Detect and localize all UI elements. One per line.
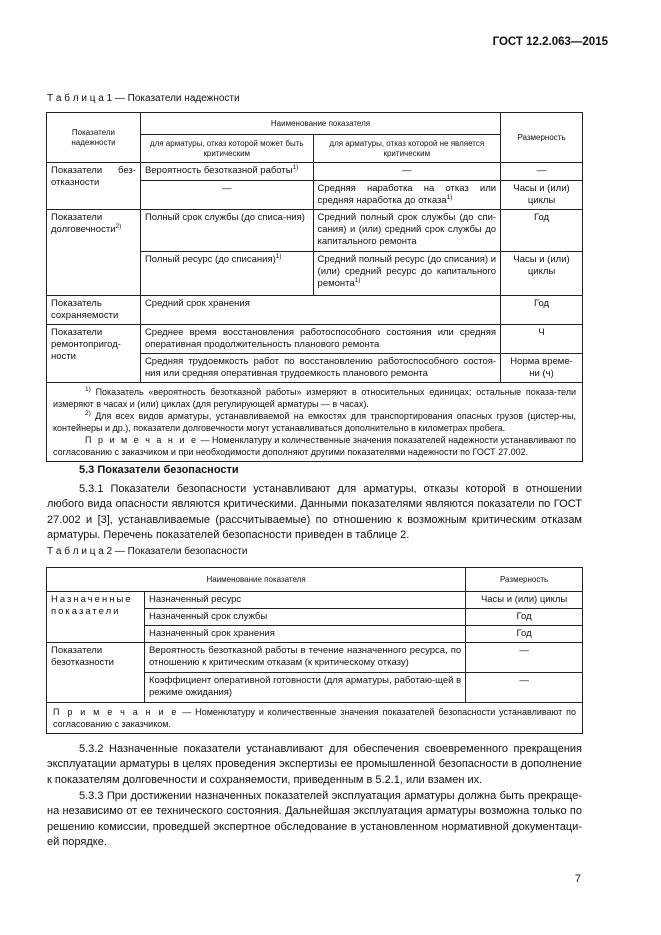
table-cell: Полный ресурс (до списания)$^{1)}$	[140, 252, 313, 296]
header-unit: Размерность	[501, 113, 583, 163]
table-cell: Назначенный срок хранения	[144, 626, 465, 643]
table-cell: —	[140, 181, 313, 210]
group-maintainability: Показатели ремонтопригод-ности	[47, 325, 141, 383]
header-name: Наименование показателя	[140, 113, 500, 135]
table-cell: Полный срок службы (до списа-ния)	[140, 210, 313, 252]
paragraph-5-3-2: 5.3.2 Назначенные показатели устанавливают для обеспечения своевременного прекращения эксплуатации арматуры в целях проведения экспертизы ее промышленной безопасности в дополнение к показателям долговечности и сохраняемости, приведенным в 5.2.1, или взамен их.	[47, 743, 582, 786]
table-cell: Норма време-ни (ч)	[501, 354, 583, 383]
header-unit: Размерность	[466, 568, 583, 592]
table-cell: —	[466, 643, 583, 673]
table-cell: Средняя трудоемкость работ по восстановлению работоспособного состоя-ния или средняя оперативная трудоемкость планового ремонта	[140, 354, 500, 383]
header-noncritical: для арматуры, отказ которой не является критическим	[313, 135, 501, 163]
reliability-table	[46, 112, 583, 462]
table-cell: Год	[501, 296, 583, 325]
table-cell: Часы и (или) циклы	[501, 181, 583, 210]
table-cell: Вероятность безотказной работы в течение назначенного ресурса, по отношению к критическим отказам (к критическому отказу)	[144, 643, 465, 673]
table-cell: —	[313, 163, 501, 181]
group-durability: Показатели долговечности$^{2)}$	[47, 210, 141, 296]
paragraph-5-3-3: 5.3.3 При достижении назначенных показателей эксплуатация арматуры должна быть прекраще-на независимо от ее технического состояния. Дальнейшая эксплуатация арматуры возможна только по решению комиссии, проведшей экспертное обследование в установленном нормативной документаци-ей порядке.	[47, 790, 582, 848]
paragraph-5-3-1: 5.3.1 Показатели безопасности устанавливают для арматуры, отказы которой в отношении любого вида опасности являются критическими. Данными показателями являются показатели по ГОСТ 27.002 и [3], устанавливаемые (рассчитываемые) по отношению к возможным критическим отказам арматуры. Перечень показателей безопасности приведен в таблице 2.	[47, 483, 582, 541]
table-cell: Средний срок хранения	[140, 296, 500, 325]
table-cell: Коэффициент оперативной готовности (для арматуры, работаю-щей в режиме ожидания)	[144, 673, 465, 703]
table-cell: Ч	[501, 325, 583, 354]
table-cell: Средняя наработка на отказ или средняя наработка до отказа$^{1)}$	[313, 181, 501, 210]
group-safety-reliability: Показатели безотказности	[47, 643, 145, 703]
table1-caption: Т а б л и ц а 1 — Показатели надежности	[47, 93, 240, 104]
table-cell: Часы и (или) циклы	[466, 592, 583, 609]
group-reliability: Показатели без-отказности	[47, 163, 141, 210]
header-indicators: Показатели надежности	[47, 113, 141, 163]
table-cell: —	[501, 163, 583, 181]
table-cell: Год	[501, 210, 583, 252]
table-cell: Средний полный срок службы (до спи-сания) и (или) средний срок службы до капитального ремонта	[313, 210, 501, 252]
table-cell: Назначенный ресурс	[144, 592, 465, 609]
table2-caption: Т а б л и ц а 2 — Показатели безопасности	[47, 546, 248, 557]
group-storability: Показатель сохраняемости	[47, 296, 141, 325]
table-cell: Часы и (или) циклы	[501, 252, 583, 296]
group-assigned: Назначенные показатели	[47, 592, 145, 643]
header-name: Наименование показателя	[47, 568, 466, 592]
table-cell: Средний полный ресурс (до списания) и (или) средний ресурс до капитального ремонта$^{1)}$	[313, 252, 501, 296]
table-cell: Среднее время восстановления работоспособного состояния или средняя оперативная продолжительность планового ремонта	[140, 325, 500, 354]
safety-table	[46, 567, 583, 734]
table1-footnotes: $^{1)}$ Показатель «вероятность безотказной работы» измеряют в относительных единицах; остальные показа-тели измеряют в часах и (или) циклах (для регулирующей арматуры — в часах). $^{2)}$ Для всех видов арматуры, устанавливаемой на емкостях для транспортирования опасных грузов (цистер-ны, контейнеры и др.), показатели долговечности могут устанавливаться дополнительно в километрах пробега. П р и м е ч а н и е — Номенклатуру и количественные значения показателей надежности устанавливают по согласованию с заказчиком и при необходимости дополняют другими показателями надежности по ГОСТ 27.002.	[47, 383, 583, 462]
table-cell: Год	[466, 609, 583, 626]
header-critical: для арматуры, отказ которой может быть критическим	[140, 135, 313, 163]
document-header: ГОСТ 12.2.063—2015	[492, 36, 608, 48]
table2-note: П р и м е ч а н и е — Номенклатуру и количественные значения показателей безопасности устанавливают по согласованию с заказчиком.	[47, 703, 583, 734]
table-cell: Вероятность безотказной работы$^{1)}$	[140, 163, 313, 181]
section-title: 5.3 Показатели безопасности	[79, 464, 239, 476]
table-cell: Назначенный срок службы	[144, 609, 465, 626]
page-number: 7	[574, 873, 581, 885]
table-cell: —	[466, 673, 583, 703]
table-cell: Год	[466, 626, 583, 643]
